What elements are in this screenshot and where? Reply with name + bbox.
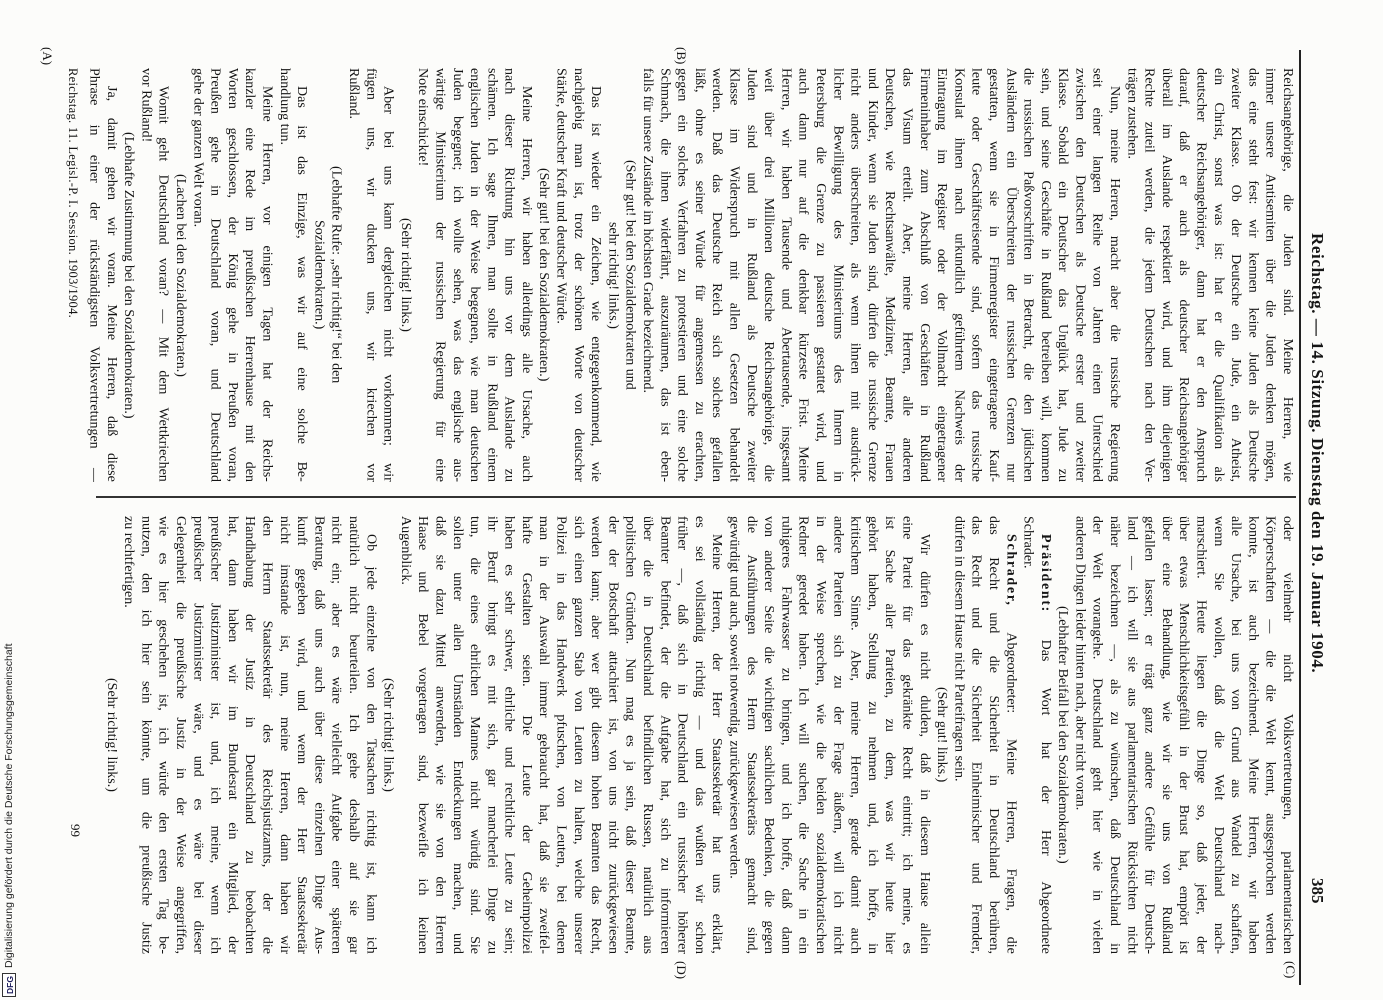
text-line: nicht imstande ist, nun, meine Herren, dann haben wir <box>276 516 292 954</box>
text-line: Das ist das Einzige, was wir auf eine solche Be- <box>294 86 310 482</box>
text-paragraph <box>1123 68 1296 482</box>
text-line: Sozialdemokraten.) <box>311 220 327 330</box>
text-paragraph <box>1071 516 1296 954</box>
text-line: darauf, daß er auch als deutscher Reichsangehöriger <box>1176 68 1192 482</box>
text-line: nach dieser Richtung hin uns vor dem Auslande zu <box>501 68 517 482</box>
margin-marker-c: (C) <box>1283 961 1298 979</box>
text-line: weit über drei Millionen deutsche Reichsangehörige, die <box>761 68 777 482</box>
text-line: dürfen in diesem Hause nicht Parteifragen sein. <box>951 516 967 782</box>
text-line: in der Weise sprechen, wie die beiden sozialdemokratischen <box>812 516 828 954</box>
text-line: deutscher Reichsangehöriger, dann hat er den Anspruch <box>1193 68 1209 482</box>
text-line: Aber bei uns kann dergleichen nicht vorkommen; wir <box>380 86 396 482</box>
text-line: kritischem Sinne. Aber, meine Herren, gerade damit auch <box>847 516 863 954</box>
text-line: nicht ein; aber es wäre vielleicht Aufgabe einer späteren <box>328 516 344 954</box>
text-line: Firmeninhaber zum Abschluß von Geschäften in Rußland <box>916 68 932 482</box>
text-paragraph <box>345 68 397 482</box>
text-line: gehört haben, Stellung zu nehmen und, ich hoffe, in <box>864 516 880 954</box>
text-line: Worten geschlossen, der König gehe in Preußen voran, <box>224 68 240 482</box>
text-line: werden kann; aber wer gibt diesem hohen Beamten das Recht, <box>588 516 604 954</box>
text-line: Beamter befindet, der die Aufgabe hat, sich zu informieren <box>657 516 673 954</box>
text-line: nutzen, den ich hier sein könnte, um die preußische Justiz <box>138 516 154 954</box>
text-line: Körperschaften — die die Welt kennt, ausgesprochen werden <box>1262 516 1278 954</box>
session-footer: Reichstag. 11. Legisl.-P. I. Session. 1903/1904. <box>66 68 80 319</box>
text-line: läßt, ohne es seiner Würde für angemessen zu erachten, <box>691 68 707 482</box>
text-line: kanzler eine Rede im preußischen Herrenhause mit den <box>242 68 258 482</box>
text-line: nachgiebig man ist, trotz der schönen Worte von deutscher <box>570 68 586 482</box>
text-line: sehr richtig! links.) <box>605 221 621 329</box>
text-line: daß sie dazu Mittel anwenden, wie sie von den Herren <box>432 516 448 954</box>
text-line: politischen Gründen. Nun mag es ja sein, daß dieser Beamte, <box>622 516 638 954</box>
text-line: Schrader, Abgeordneter: Meine Herren, Fragen, die <box>1003 534 1019 954</box>
text-line: leute oder Geschäftsreisende sind, sofern das russische <box>968 68 984 482</box>
text-line: gewürdigt und auch, soweit notwendig, zurückgewiesen werden. <box>726 516 742 879</box>
margin-marker-b: (B) <box>674 47 689 65</box>
text-line: Polizei in das Handwerk pfuschen, von Leuten, bei denen <box>553 516 569 954</box>
text-line: der der Botschaft attachiert ist, von uns nicht zurückgewiesen <box>605 516 621 954</box>
text-line: (Lachen bei den Sozialdemokraten.) <box>173 173 188 377</box>
text-line: (Lebhafte Zustimmung bei den Sozialdemokraten.) <box>121 131 137 419</box>
header-rule <box>1299 50 1301 985</box>
text-paragraph <box>552 68 604 482</box>
text-line: Schmach, die ihnen widerfährt, auszuräumen, das ist eben- <box>657 68 673 482</box>
stage-direction <box>120 68 137 482</box>
stage-direction <box>604 68 639 482</box>
text-line: konnte, ist auch bezeichnend. Meine Herren, wir haben <box>1245 516 1261 954</box>
text-line: Phrase in einer der rückständigsten Volksvertretungen — <box>86 68 102 482</box>
stage-direction <box>172 68 189 482</box>
text-line: land — ich will sie aus parlamentarischen Rücksichten nicht <box>1124 516 1140 954</box>
text-line: Note einschickte! <box>415 68 431 167</box>
text-line: anderen Dingen leider hinten nach, aber nicht voran. <box>1072 516 1088 811</box>
text-paragraph <box>120 516 379 954</box>
text-line: (Lebhafte Rufe: „sehr richtig!“ bei den <box>328 166 344 384</box>
text-line: Schrader. <box>1020 516 1036 569</box>
text-paragraph <box>725 516 933 954</box>
text-line: Ob jede einzelne von den Tatsachen richtig ist, kann ich <box>363 534 379 954</box>
text-line: Konsulat ihnen nach urkundlich geführtem Nachweis der <box>951 68 967 482</box>
text-line: tun, die eines ehrlichen Mannes nicht würdig sind. Sie <box>467 516 483 954</box>
text-line: der Welt vorangehe. Deutschland geht hier wie in vielen <box>1089 516 1105 954</box>
text-line: seit einer langen Reihe von Jahren einen Unterschied <box>1089 68 1105 482</box>
text-line: zu rechtfertigen. <box>121 516 137 608</box>
text-line: Handhabung der Justiz in Deutschland zu beobachten <box>242 516 258 954</box>
text-line: Gelegenheit die preußische Justiz in der Weise angegriffen, <box>173 516 188 954</box>
text-line: es sei vollständig richtig — und das wußten wir schon <box>691 516 707 954</box>
text-line: falls für unsere Zustände im höchsten Grade bezeichnend. <box>640 68 656 393</box>
text-line: Meine Herren, wir haben allerdings alle Ursache, auch <box>518 86 534 482</box>
text-line: preußischer Justizminister wäre, und es wäre bei dieser <box>190 516 206 954</box>
text-column-left <box>85 68 1296 482</box>
text-line: haben es sehr schwer, ehrliche und rechtliche Leute zu sein; <box>501 516 517 954</box>
text-line: sich einen ganzen Stab von Leuten zu halten, welche unserer <box>570 516 586 954</box>
text-line: nicht anders überschreiten, als wenn ihnen mit ausdrück- <box>847 68 863 482</box>
column-separator-rule <box>96 496 1296 498</box>
text-line: Wir dürfen es nicht dulden, daß in diesem Hause allein <box>916 534 932 954</box>
text-line: gefallen lassen; er trägt ganz andere Gefühle für Deutsch- <box>1141 516 1157 954</box>
text-line: Reichsangehörige, die Juden sind. Meine Herren, wie <box>1280 68 1295 482</box>
sheet-number: 99 <box>68 823 83 837</box>
text-line: das eine steht fest: wir kennen keine Juden als Deutsche <box>1245 68 1261 482</box>
text-line: gehe der ganzen Welt voran. <box>190 68 206 228</box>
stage-direction <box>379 516 396 954</box>
digitization-credit: Digitalisierung gefördert durch die Deutsche Forschungsgemeinschaft <box>3 643 15 968</box>
text-line: das Recht und die Sicherheit Einheimischer und Fremder, <box>968 516 984 954</box>
text-line: vor Rußland! <box>138 68 154 143</box>
text-line: den Herrn Staatssekretär des Reichsjustizamts, der die <box>259 516 275 954</box>
stage-direction <box>397 68 414 482</box>
text-line: und Kinder, wenn sie Juden sind, dürfen die russische Grenze <box>864 68 880 482</box>
text-line: Petersburg die Grenze zu passieren gestattet wird, und <box>812 68 828 482</box>
text-line: Ausländern ein Überschreiten der russischen Grenzen nur <box>1003 68 1019 482</box>
text-line: Präsident: Das Wort hat der Herr Abgeordnete <box>1037 534 1053 954</box>
text-line: Klasse. Sobald ein Deutscher das Unglück hat, Jude zu <box>1055 68 1071 482</box>
text-line: Herren, wir haben Tausende und Abertausende, insgesamt <box>778 68 794 482</box>
stage-direction <box>103 516 120 954</box>
speech-paragraph <box>1019 516 1054 954</box>
text-line: das Visum erteilt. Aber, meine Herren, alle anderen <box>899 68 915 482</box>
text-paragraph <box>85 68 120 482</box>
text-line: Haase und Bebel vorgetragen sind, bezweifle ich keinen <box>415 516 431 954</box>
text-line: näher bezeichnen —, als zu wünschen, daß Deutschland in <box>1107 516 1123 954</box>
text-line: ist Sache aller Parteien, zu dem, was wir heute hier <box>882 516 898 954</box>
text-paragraph <box>639 68 1123 482</box>
text-line: die russischen Paßvorschriften in Betracht, die den jüdischen <box>1020 68 1036 482</box>
text-line: wie es hier geschehen ist, ich würde den ersten Tag be- <box>155 516 171 954</box>
text-line: (Sehr gut! bei den Sozialdemokraten und <box>622 160 638 390</box>
text-line: gegen ein solches Verfahren zu protestieren und eine solche <box>674 68 690 482</box>
text-line: die Ausführungen des Herrn Staatssekretärs gemacht sind, <box>743 516 759 954</box>
stage-direction <box>535 68 552 482</box>
text-line: Eintragung im Register oder der Vollmacht eingetragener <box>934 68 950 482</box>
text-paragraph <box>414 68 535 482</box>
page-number: 385 <box>1308 878 1327 904</box>
text-line: wenn Sie wollen, daß die Welt Deutschland nach- <box>1210 516 1226 954</box>
text-line: ruhigeres Fahrwasser zu bringen, und ich hoffe, daß dann <box>778 516 794 954</box>
margin-marker-d: (D) <box>674 960 689 980</box>
text-line: Preußen gehe in Deutschland voran, und Deutschland <box>207 68 223 482</box>
speaker-name: Präsident: <box>1037 534 1053 614</box>
text-line: sollen unter allen Umständen Entdeckungen machen, und <box>449 516 465 954</box>
text-line: natürlich nicht beurteilen. Ich gehe deshalb auf sie gar <box>345 516 361 954</box>
text-line: immer unsere Antisemiten über die Juden denken mögen, <box>1262 68 1278 482</box>
text-paragraph <box>189 68 275 482</box>
text-line: von anderer Seite die wichtigen sachlichen Bedenken, die gegen <box>761 516 777 954</box>
text-line: (Sehr richtig! links.) <box>380 678 396 792</box>
text-line: das Recht und die Sicherheit in Deutschland berühren, <box>985 516 1001 954</box>
stage-direction <box>933 516 950 954</box>
text-line: trägen zustehen. <box>1124 68 1140 159</box>
margin-marker-a: (A) <box>40 46 55 66</box>
text-line: kunft gegeben wird, und wenn der Herr Staatssekretär <box>294 516 310 954</box>
text-line: zwischen den Deutschen als Deutsche erster und zweiter <box>1072 68 1088 482</box>
text-line: Juden begegnet; ich wollte sehen, was das englische aus- <box>449 68 465 482</box>
text-line: wärtige Ministerium der russischen Regierung für eine <box>432 68 448 482</box>
text-line: gestatten, wenn sie in Firmenregister eingetragene Kauf- <box>985 68 1001 482</box>
text-line: hafte Gestalten seien. Die Leute der Geheimpolizei <box>518 516 534 954</box>
text-line: über die in Deutschland befindlichen Russen, natürlich aus <box>640 516 656 954</box>
text-line: fügen uns, wir ducken uns, wir kriechen vor <box>363 68 379 482</box>
stage-direction <box>310 68 345 482</box>
text-line: über etwas Menschlichkeitsgefühl in der Brust hat, empört ist <box>1176 516 1192 954</box>
text-paragraph <box>275 68 310 482</box>
text-line: zweiter Klasse. Ob der Deutsche ein Jude, ein Atheist, <box>1228 68 1244 482</box>
stage-direction <box>1054 516 1071 954</box>
text-line: auch dann nur auf die denkbar kürzeste Frist. Meine <box>795 68 811 482</box>
text-line: Stärke, deutscher Kraft und deutscher Würde. <box>553 68 569 324</box>
text-line: über eine Behandlung, wie wir sie uns von Rußland <box>1158 516 1174 954</box>
text-line: ihr Beruf bringt es mit sich, gar mancherlei Dinge zu <box>484 516 500 954</box>
text-line: (Sehr gut! links.) <box>934 687 950 783</box>
text-line: englischen Juden in der Weise begegnen, wie man deutschen <box>467 68 483 482</box>
text-line: ein Christ, sonst was ist: hat er die Qualifikation als <box>1210 68 1226 482</box>
speech-paragraph <box>950 516 1019 954</box>
text-line: Rußland. <box>345 68 361 119</box>
text-line: Klasse im Widerspruch mit allen Gesetzen behandelt <box>726 68 742 482</box>
text-line: eine Partei für das gekränkte Recht eintritt; ich meine, es <box>899 516 915 954</box>
text-line: Redner geredet haben. Ich will suchen, die Sache in ein <box>795 516 811 954</box>
dfg-logo: DFG <box>2 973 16 997</box>
text-line: überall im Auslande respektiert wird, und ihm diejenigen <box>1158 68 1174 482</box>
text-line: Meine Herren, der Herr Staatssekretär hat uns erklärt, <box>709 534 725 954</box>
text-line: werden. Daß das Deutsche Reich sich solches gefallen <box>709 68 725 482</box>
text-line: handlung tun. <box>276 68 292 145</box>
text-line: Ja, damit gehen wir voran. Meine Herren, daß diese <box>103 86 119 482</box>
text-line: früher —, daß sich in Deutschland ein russischer höherer <box>674 516 690 954</box>
text-line: (Sehr richtig! links.) <box>103 678 119 792</box>
text-line: alle Ursache, bei uns von Grund aus Wandel zu schaffen, <box>1228 516 1244 954</box>
text-line: Juden sind und in Rußland als Deutsche zweiter <box>743 68 759 482</box>
text-line: oder vielmehr nicht Volksvertretungen, parlamentarischen <box>1280 516 1295 954</box>
text-line: (Sehr gut! bei den Sozialdemokraten.) <box>536 168 552 382</box>
text-line: man in der Auswahl immer gebraucht hat, daß sie zweifel- <box>536 516 552 954</box>
text-line: (Lebhafter Beifall bei den Sozialdemokraten.) <box>1055 606 1071 864</box>
page-header-title: Reichstag. — 14. Sitzung. Dienstag den 19. Januar 1904. <box>1308 232 1327 674</box>
text-paragraph <box>397 516 726 954</box>
text-line: (Sehr richtig! links.) <box>397 218 413 332</box>
text-line: hat, dann haben wir im Bundesrat ein Mitglied, der <box>224 516 240 954</box>
text-line: andere Parteien sich zu der Frage äußern, will ich nicht <box>830 516 846 954</box>
text-line: Das ist wieder ein Zeichen, wie entgegenkommend, wie <box>588 86 604 482</box>
text-line: Deutschen, wie Rechtsanwälte, Mediziner, Beamte, Frauen <box>882 68 898 482</box>
text-line: Augenblick. <box>397 516 413 585</box>
text-line: Nun, meine Herren, macht aber die russische Regierung <box>1107 86 1123 482</box>
text-line: Womit geht Deutschland voran? — Mit dem Wettkriechen <box>155 86 171 482</box>
text-column-right <box>102 516 1296 954</box>
text-line: marschiert. Heute liegen die Dinge so, daß jeder, der <box>1193 516 1209 954</box>
text-line: Beratung, daß uns auch über diese einzelnen Dinge Aus- <box>311 516 327 954</box>
text-line: Meine Herren, vor einigen Tagen hat der Reichs- <box>259 86 275 482</box>
text-line: sein, und seine Geschäfte in Rußland betreiben will, kommen <box>1037 68 1053 482</box>
speaker-name: Schrader, <box>1003 534 1019 607</box>
text-line: licher Bewilligung des Ministeriums des Innern in <box>830 68 846 482</box>
text-line: schämen. Ich sage Ihnen, man sollte in Rußland einem <box>484 68 500 482</box>
text-paragraph <box>137 68 172 482</box>
text-line: Rechte zuteil werden, die jedem Deutschen nach den Ver- <box>1141 68 1157 482</box>
text-line: preußischer Justizminister ist, und, ich meine, wenn ich <box>207 516 223 954</box>
